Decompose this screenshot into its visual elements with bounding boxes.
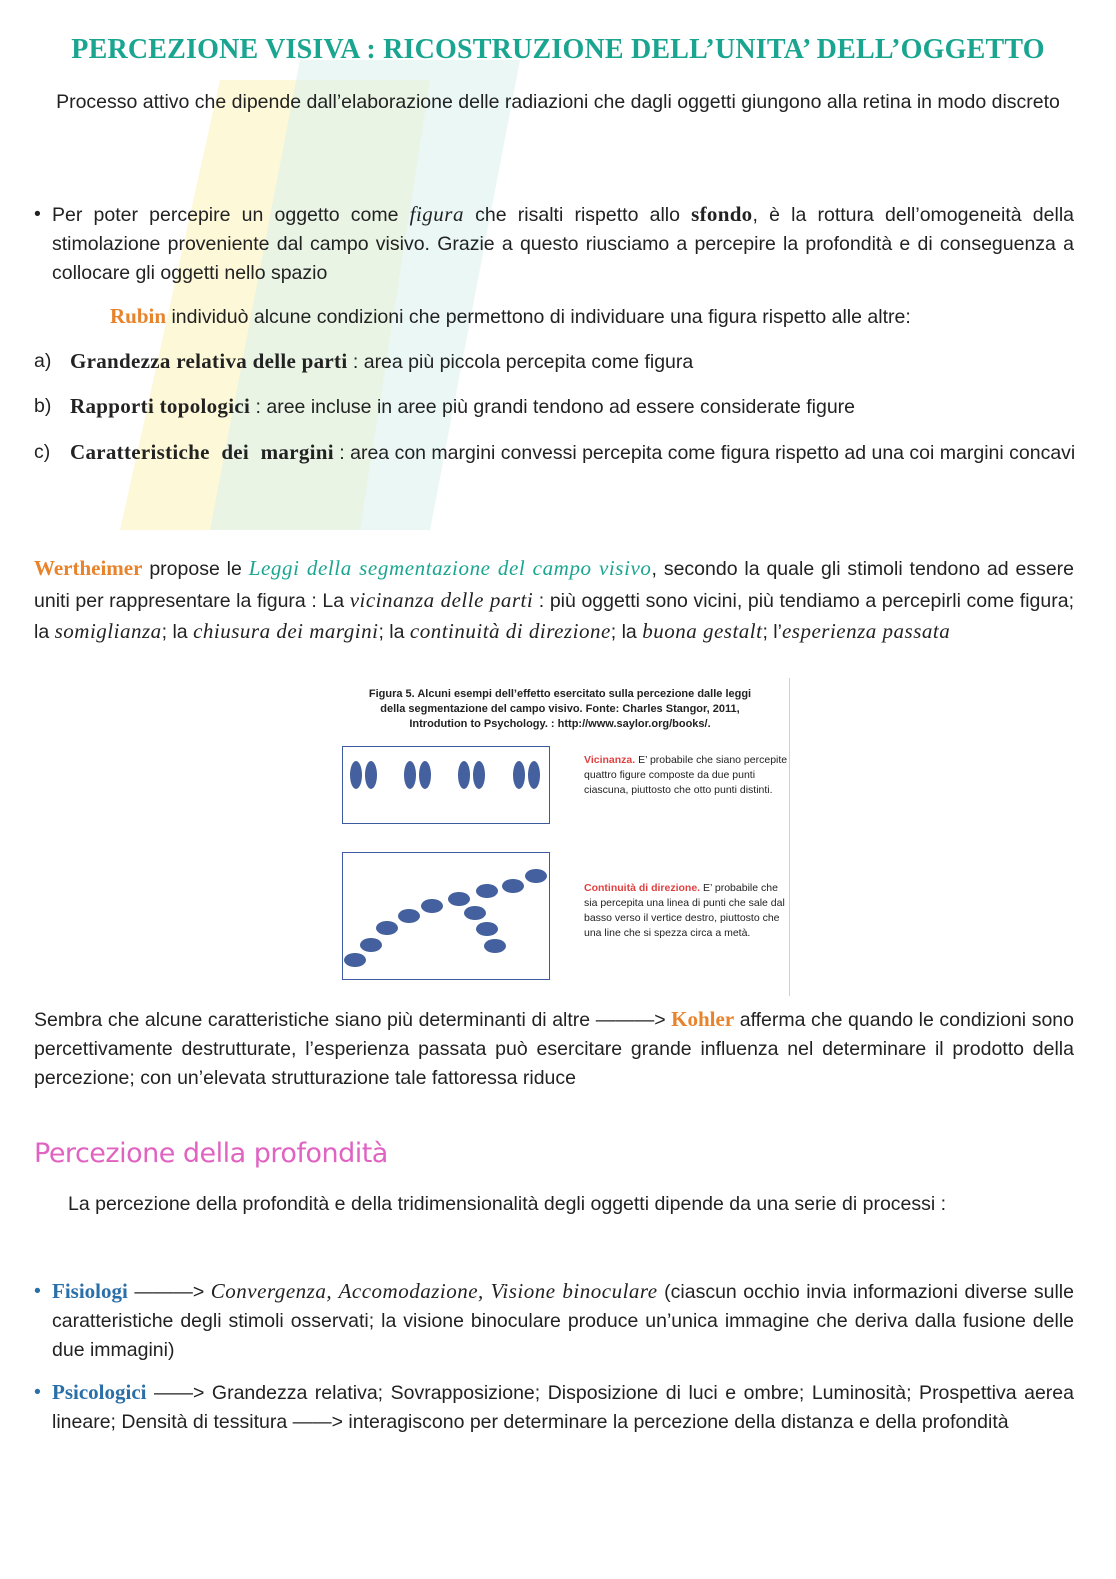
- wertheimer-name: Wertheimer: [34, 556, 143, 580]
- bullet-dot: •: [34, 1381, 41, 1403]
- fisiologi-text: (ciascun occhio invia informazioni diverse sulle caratteristiche degli stimoli osservati; la visione binoculare produce un’unica immagine che deriva dalla fusione delle due immagini): [52, 1281, 1074, 1361]
- dot: [365, 761, 377, 789]
- condition-item: [34, 347, 1082, 377]
- depth-intro: La percezione della profondità e della tridimensionalità degli oggetti dipende da una serie di processi :: [68, 1193, 947, 1215]
- dot: [404, 761, 416, 789]
- dot: [476, 884, 498, 898]
- fisiologi-cues: Convergenza, Accomodazione, Visione binoculare: [210, 1279, 658, 1303]
- kohler-paragraph: [34, 1005, 1074, 1093]
- dot: [419, 761, 431, 789]
- continuita-box: [342, 852, 550, 980]
- fisiologi-name: Fisiologi: [52, 1279, 128, 1303]
- text-span: ; la: [610, 621, 643, 643]
- dot: [448, 892, 470, 906]
- dot: [464, 906, 486, 920]
- continuita-dots: [343, 853, 549, 979]
- text-span: propose le: [142, 558, 249, 580]
- condition-term: Caratteristiche dei margini: [70, 440, 334, 464]
- condition-item: [34, 438, 1082, 468]
- bullet-text: , è la rottura dell’omogeneità della stimolazione proveniente dal campo visivo. Grazie a questo riusciamo a percepire la profondità e di conseguenza a collocare gli oggetti nello spazio: [52, 204, 1074, 284]
- buona-gestalt-term: buona gestalt: [642, 619, 763, 643]
- dot: [476, 922, 498, 936]
- esperienza-term: esperienza passata: [781, 619, 951, 643]
- continuita-text: E’ probabile che sia percepita una linea di punti che sale dal basso verso il vertice destro, piuttosto che una line che si spezza circa a metà.: [584, 882, 785, 939]
- condition-desc: : area più piccola percepita come figura: [347, 351, 694, 373]
- text-span: ; l’: [762, 621, 782, 643]
- vicinanza-description: [584, 753, 789, 798]
- condition-term: Rapporti topologici: [70, 394, 251, 418]
- dot: [376, 921, 398, 935]
- psicologici-name: Psicologici: [52, 1380, 147, 1404]
- chiusura-term: chiusura dei margini: [193, 619, 379, 643]
- text-span: afferma che quando le condizioni sono percettivamente destrutturate, l’esperienza passata può esercitare grande influenza nel determinare il prodotto della percezione; con un’elevata strutturazione tale fattoressa riduce: [34, 1009, 1074, 1089]
- continuita-description: [584, 881, 789, 941]
- text-span: Sembra che alcune caratteristiche siano più determinanti di altre ———>: [34, 1009, 672, 1031]
- arrow-text: ———>: [127, 1281, 211, 1303]
- figure-divider: [789, 678, 790, 996]
- dot: [473, 761, 485, 789]
- dot: [421, 899, 443, 913]
- text-span: ; la: [378, 621, 410, 643]
- condition-label: b): [34, 395, 52, 417]
- somiglianza-term: somiglianza: [54, 619, 162, 643]
- section-heading-depth: Percezione della profondità: [34, 1138, 388, 1169]
- dot: [513, 761, 525, 789]
- dot: [528, 761, 540, 789]
- bullet-dot: •: [34, 1280, 41, 1302]
- text-span: ; la: [161, 621, 194, 643]
- vicinanza-term: vicinanza delle parti: [349, 587, 534, 612]
- text-span: , secondo la quale gli stimoli tendono ad essere uniti per rappresentare la figura : La: [34, 558, 1074, 612]
- figure-ground-bullet: [34, 200, 1074, 288]
- sfondo-term: sfondo: [691, 202, 753, 226]
- dot: [458, 761, 470, 789]
- kohler-name: Kohler: [671, 1007, 735, 1031]
- rubin-name: Rubin: [110, 304, 167, 328]
- dot: [360, 938, 382, 952]
- dot: [525, 869, 547, 883]
- condition-label: a): [34, 350, 52, 372]
- figure-caption: Figura 5. Alcuni esempi dell’effetto esercitato sulla percezione dalle leggi della segmentazione del campo visivo. Fonte: Charles Stangor, 2011, Introdution to Psychology. : http://www.saylor.org/books/.: [368, 688, 752, 730]
- condition-term: Grandezza relativa delle parti: [70, 349, 348, 373]
- rubin-line: [110, 302, 1070, 332]
- vicinanza-box: [342, 746, 550, 824]
- condition-desc: : aree incluse in aree più grandi tendono ad essere considerate figure: [250, 396, 856, 418]
- condition-desc: : area con margini convessi percepita come figura rispetto ad una coi margini concavi: [333, 442, 1076, 464]
- dot: [350, 761, 362, 789]
- bullet-text: Per poter percepire un oggetto come: [52, 204, 410, 226]
- continuita-label: Continuità di direzione.: [584, 882, 701, 894]
- dot: [344, 953, 366, 967]
- dot: [484, 939, 506, 953]
- intro-text: Processo attivo che dipende dall’elaborazione delle radiazioni che dagli oggetti giungono alla retina in modo discreto: [56, 91, 1060, 113]
- dot: [502, 879, 524, 893]
- dot: [398, 909, 420, 923]
- bullet-text: che risalti rispetto allo: [463, 204, 692, 226]
- laws-term: Leggi della segmentazione del campo visivo: [248, 556, 652, 580]
- vicinanza-text: E’ probabile che siano percepite quattro figure composte da due punti ciascuna, piuttosto che otto punti distinti.: [584, 754, 788, 796]
- psicologici-text: ——> Grandezza relativa; Sovrapposizione; Disposizione di luci e ombre; Luminosità; Prospettiva aerea lineare; Densità di tessitura ——> interagiscono per determinare la percezione della distanza e della profondità: [52, 1382, 1074, 1433]
- psicologici-bullet: [34, 1378, 1074, 1437]
- condition-label: c): [34, 441, 51, 463]
- vicinanza-dots: [343, 747, 549, 823]
- page-title: PERCEZIONE VISIVA : RICOSTRUZIONE DELL’UNITA’ DELL’OGGETTO: [71, 34, 1045, 65]
- bullet-dot: •: [34, 203, 41, 225]
- rubin-text: individuò alcune condizioni che permettono di individuare una figura rispetto alle altre:: [166, 306, 911, 328]
- fisiologi-bullet: [34, 1277, 1074, 1365]
- vicinanza-label: Vicinanza.: [584, 754, 636, 766]
- figura-term: figura: [409, 202, 464, 226]
- text-span: : più oggetti sono vicini, più tendiamo a percepirli come figura; la: [34, 589, 1074, 643]
- wertheimer-paragraph: [34, 553, 1074, 648]
- continuita-term: continuità di direzione: [409, 619, 611, 643]
- condition-item: [34, 392, 1082, 422]
